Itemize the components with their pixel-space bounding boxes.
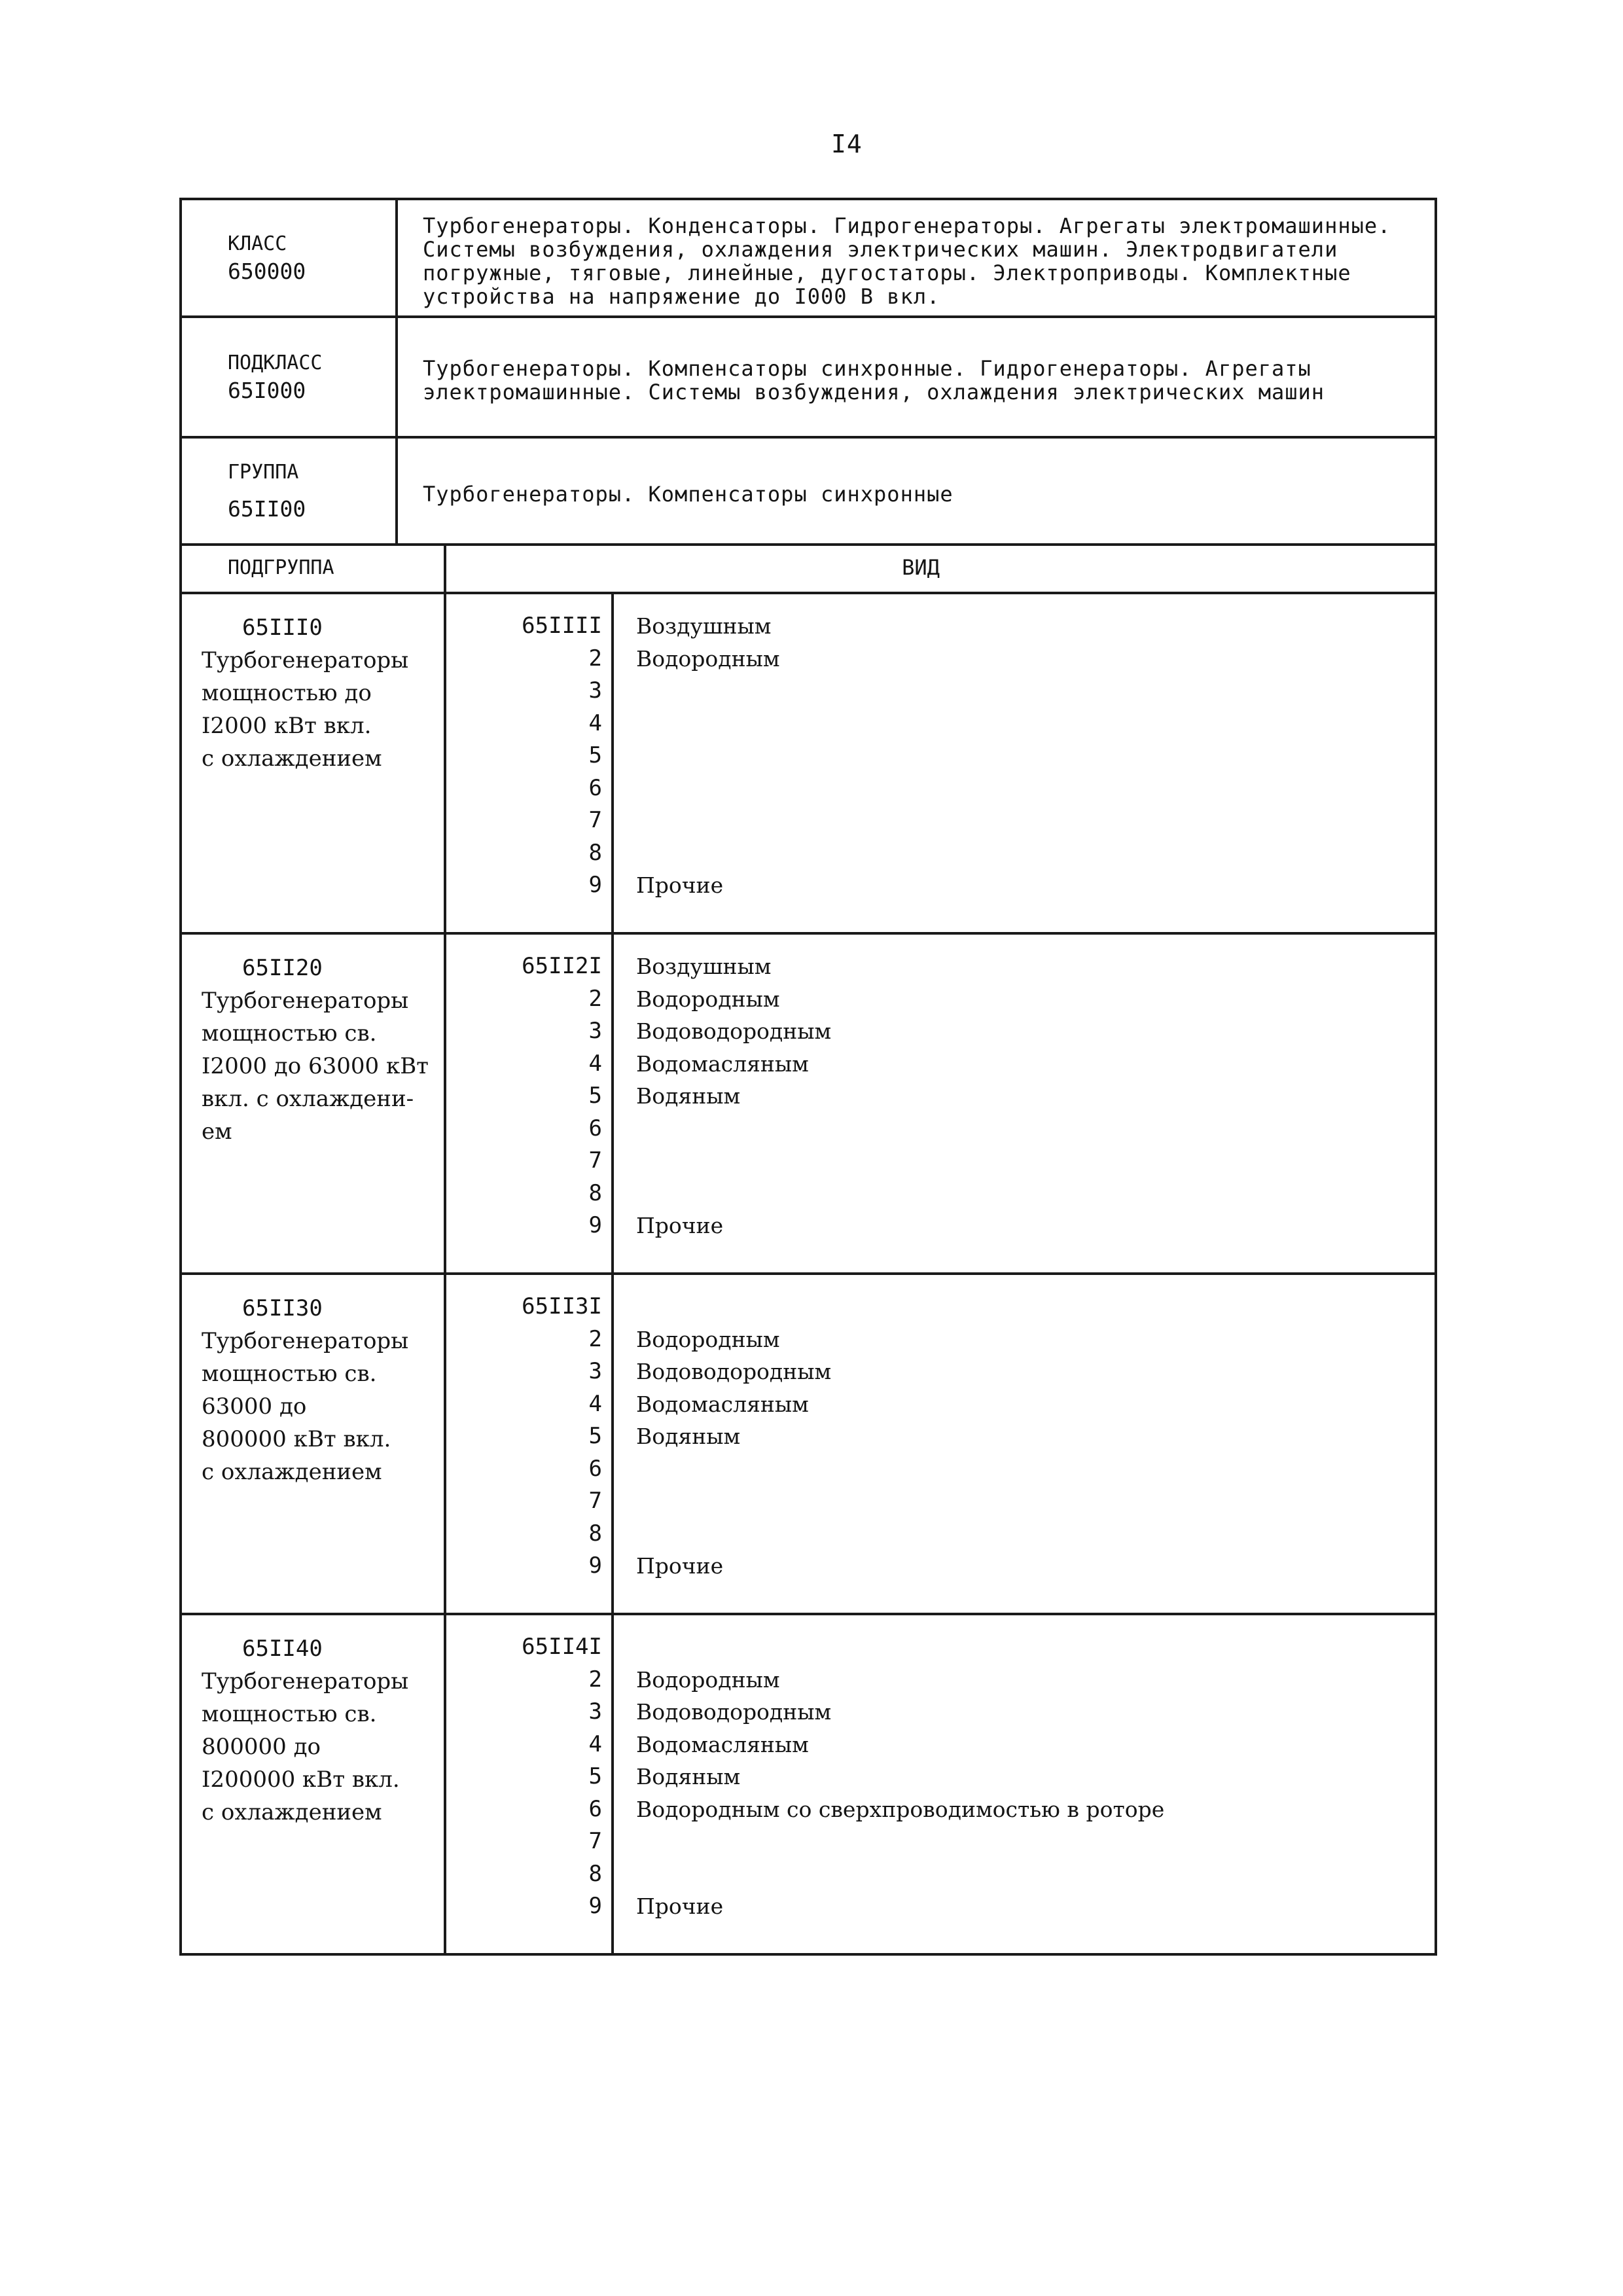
subgroup-desc-line: 800000 до: [202, 1734, 321, 1760]
kind-text: Водородным со сверхпроводимостью в роторе: [636, 1796, 1165, 1822]
subgroup-desc-line: I2000 до 63000 кВт: [202, 1053, 429, 1079]
subgroup-desc-line: мощностью св.: [202, 1361, 377, 1387]
kind-number: 9: [588, 1893, 602, 1919]
kind-number: 3: [588, 1698, 602, 1725]
table-header: [179, 543, 1437, 594]
subgroup-row-4: [179, 1615, 1437, 1956]
kind-text: [636, 1825, 1435, 1858]
kind-number: 3: [588, 1018, 602, 1044]
kind-text: [636, 804, 1435, 837]
group-text: Турбогенераторы. Компенсаторы синхронные: [423, 482, 954, 507]
kind-number-cell: [446, 1615, 614, 1953]
kind-text: [636, 772, 1435, 805]
kind-text: Водородным: [636, 986, 780, 1012]
kind-number: 6: [588, 1795, 602, 1822]
kind-number: 6: [588, 774, 602, 801]
kind-number: 4: [588, 1050, 602, 1077]
kind-number: 7: [588, 1147, 602, 1174]
kind-number: 2: [588, 985, 602, 1012]
kind-number: 2: [588, 645, 602, 672]
header-subgroup: ПОДГРУППА: [182, 543, 446, 592]
kind-text: [636, 1291, 1435, 1323]
group-code: 65II00: [228, 496, 306, 522]
subgroup-row-2: [179, 935, 1437, 1275]
kind-number: 6: [588, 1455, 602, 1482]
kind-number: 65II4I: [522, 1634, 602, 1660]
class-code: 650000: [228, 259, 306, 284]
group-block: [179, 439, 1437, 546]
kind-text: Водомасляным: [636, 1050, 809, 1077]
kind-number: 5: [588, 742, 602, 768]
kind-text: Прочие: [636, 1553, 724, 1579]
kind-text-cell: [614, 935, 1435, 1272]
subgroup-desc-line: Турбогенераторы: [202, 647, 409, 673]
kind-number: 65IIII: [522, 613, 602, 639]
subgroup-cell: [182, 1275, 446, 1613]
kind-text: Водоводородным: [636, 1018, 832, 1044]
kind-number: 8: [588, 839, 602, 866]
subgroup-desc-line: с охлаждением: [202, 1459, 382, 1485]
subgroup-desc-line: вкл. с охлаждени-: [202, 1086, 414, 1112]
subgroup-desc-line: мощностью до: [202, 680, 372, 706]
kind-text: [636, 837, 1435, 870]
subclass-block: [179, 318, 1437, 439]
kind-text: [636, 1485, 1435, 1518]
page-number: I4: [831, 130, 863, 158]
kind-text: [636, 675, 1435, 708]
class-block: [179, 198, 1437, 318]
kind-text: Прочие: [636, 1893, 724, 1919]
subgroup-desc-line: Турбогенераторы: [202, 1328, 409, 1354]
subgroup-code: 65III0: [242, 615, 323, 641]
subgroup-desc-line: мощностью св.: [202, 1701, 377, 1727]
group-label-cell: [182, 439, 398, 543]
kind-number-cell: [446, 594, 614, 932]
subclass-code: 65I000: [228, 378, 306, 403]
kind-number: 7: [588, 1488, 602, 1514]
subgroup-desc-line: с охлаждением: [202, 745, 382, 772]
kind-number: 7: [588, 807, 602, 833]
kind-text: [636, 708, 1435, 740]
kind-text-cell: [614, 1275, 1435, 1613]
kind-number: 4: [588, 1731, 602, 1757]
kind-text-cell: [614, 594, 1435, 932]
header-kind: ВИД: [902, 555, 940, 580]
kind-text: Водяным: [636, 1424, 741, 1449]
kind-number: 65II2I: [522, 953, 602, 979]
kind-number: 65II3I: [522, 1293, 602, 1319]
kind-text: [636, 1453, 1435, 1486]
kind-number: 5: [588, 1763, 602, 1789]
kind-number: 9: [588, 1212, 602, 1238]
kind-text: Водяным: [636, 1083, 741, 1109]
kind-text: Водяным: [636, 1764, 741, 1789]
kind-text: [636, 1631, 1435, 1664]
class-label-cell: [182, 200, 398, 315]
subgroup-desc-line: мощностью св.: [202, 1020, 377, 1047]
group-label: ГРУППА: [228, 461, 299, 484]
kind-text: Водородным: [636, 645, 780, 672]
kind-number: 8: [588, 1520, 602, 1547]
kind-text: Водородным: [636, 1326, 780, 1352]
subgroup-desc-line: 800000 кВт вкл.: [202, 1426, 391, 1452]
kind-number: 5: [588, 1423, 602, 1449]
subgroup-desc-line: Турбогенераторы: [202, 988, 409, 1014]
subgroup-code: 65II30: [242, 1295, 323, 1321]
kind-text: Прочие: [636, 872, 724, 898]
subclass-text: Турбогенераторы. Компенсаторы синхронные. Гидрогенераторы. Агрегаты электромашинные. Системы возбуждения, охлаждения электрических машин: [423, 356, 1325, 404]
kind-text: Водоводородным: [636, 1699, 832, 1725]
kind-text: Водомасляным: [636, 1731, 809, 1757]
subgroup-cell: [182, 594, 446, 932]
kind-text: [636, 1858, 1435, 1891]
kind-text-cell: [614, 1615, 1435, 1953]
kind-number: 2: [588, 1325, 602, 1352]
kind-text: [636, 1145, 1435, 1177]
subgroup-cell: [182, 935, 446, 1272]
subgroup-row-1: [179, 594, 1437, 935]
class-text: Турбогенераторы. Конденсаторы. Гидрогенераторы. Агрегаты электромашинные. Системы возбуждения, охлаждения электрических машин. Электродвигатели погружные, тяговые, линейные, дугостаторы. Электроприводы. Комплектные устройства на напряжение до I000 В вкл.: [423, 213, 1391, 309]
kind-number: 7: [588, 1828, 602, 1854]
subgroup-desc-line: I2000 кВт вкл.: [202, 713, 372, 739]
kind-number: 6: [588, 1115, 602, 1141]
class-label: КЛАСС: [228, 232, 287, 255]
kind-number-cell: [446, 1275, 614, 1613]
kind-number: 3: [588, 677, 602, 704]
kind-text: Водородным: [636, 1666, 780, 1693]
subgroup-cell: [182, 1615, 446, 1953]
kind-text: Воздушным: [636, 954, 772, 979]
subgroup-desc-line: Турбогенераторы: [202, 1668, 409, 1695]
kind-text: [636, 1177, 1435, 1210]
kind-text: [636, 740, 1435, 772]
subgroup-desc-line: ем: [202, 1119, 232, 1145]
subclass-label-cell: [182, 318, 398, 436]
kind-number: 3: [588, 1358, 602, 1384]
kind-number: 4: [588, 1390, 602, 1417]
kind-text: [636, 1113, 1435, 1145]
subgroup-desc-line: I200000 кВт вкл.: [202, 1767, 400, 1793]
subgroup-code: 65II40: [242, 1636, 323, 1662]
kind-text: [636, 1518, 1435, 1551]
kind-text: Водомасляным: [636, 1391, 809, 1417]
kind-number: 9: [588, 1552, 602, 1579]
subgroup-row-3: [179, 1275, 1437, 1615]
subgroup-code: 65II20: [242, 955, 323, 981]
kind-number-cell: [446, 935, 614, 1272]
kind-number: 4: [588, 709, 602, 736]
kind-number: 8: [588, 1179, 602, 1206]
subclass-label: ПОДКЛАСС: [228, 351, 323, 374]
kind-text: Водоводородным: [636, 1359, 832, 1384]
subgroup-desc-line: 63000 до: [202, 1393, 307, 1420]
subgroup-desc-line: с охлаждением: [202, 1799, 382, 1825]
kind-number: 8: [588, 1860, 602, 1887]
kind-number: 5: [588, 1083, 602, 1109]
kind-number: 2: [588, 1666, 602, 1693]
kind-text: Прочие: [636, 1213, 724, 1238]
kind-number: 9: [588, 872, 602, 898]
kind-text: Воздушным: [636, 613, 772, 639]
